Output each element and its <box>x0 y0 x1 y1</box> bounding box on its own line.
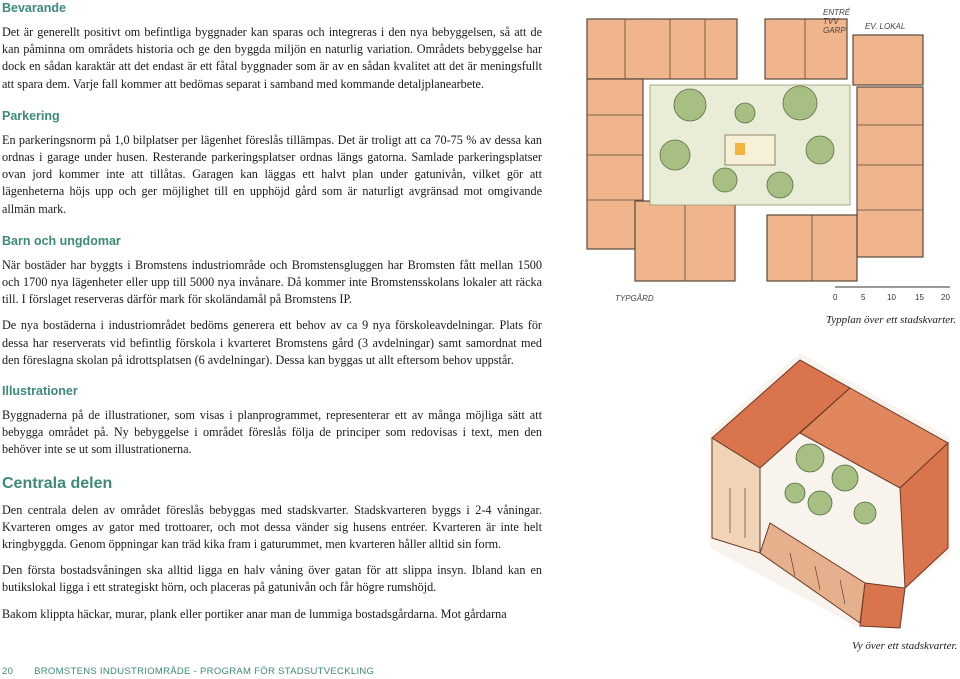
label-entre: ENTRÉ <box>823 8 851 17</box>
page-number: 20 <box>2 666 14 677</box>
paragraph-parkering: En parkeringsnorm på 1,0 bilplatser per lägenhet föreslås tillämpas. Det är troligt att ca 70-75 % av dessa kan ordnas i garage under husen. Resterande parkeringsplatser ordnas längs gatorna. Samlade parkeringsplatser ovan jord kommer inte att tillåtas. Garagen kan läggas ett halvt plan under gatunivån, vilket gör att lägenheterna höjs upp och ger möjlighet till en upphöjd gård som är naturligt avgränsad mot omgivande allmän mark. <box>2 132 542 216</box>
paragraph-barn-2: De nya bostäderna i industriområdet bedöms generera ett behov av ca 9 nya förskoleavdelningar. Plats för dessa har reserverats vid befintlig förskola i kvarteret Bromstens gård (3 avdelningar) samt samordnat med den föreslagna skolan på idrottsplatsen (6 avdelningar). Dessa kan byggas ut allt eftersom behov uppstår. <box>2 318 542 367</box>
block-plan-sketch <box>575 5 960 310</box>
block-aerial-sketch <box>700 338 960 633</box>
scale-tick-0: 0 <box>833 293 838 302</box>
paragraph-barn-1: När bostäder har byggts i Bromstens industriområde och Bromstensgluggen har Bromsten fått mellan 1500 och 1700 nya lägenheter eller upp till 5000 nya invånare. Då kommer inte Bromstensskolans lokaler att räcka till. I förslaget reserveras därför mark för skoländamål på Bromstens IP. <box>2 257 542 307</box>
label-garage: GARP <box>823 26 846 35</box>
label-typgard: TYPGÅRD <box>615 294 654 303</box>
caption-aerial: Vy över ett stadskvarter. <box>852 640 958 652</box>
heading-illustrationer: Illustrationer <box>2 384 78 399</box>
scale-tick-10: 10 <box>887 293 896 302</box>
paragraph-bevarande: Det är generellt positivt om befintliga byggnader kan sparas och integreras i den nya bebyggelsen, så att de kan påminna om områdets historia och ge den byggda miljön en naturlig variation. Områdets bebyggelse har dock en sådan karaktär att det endast är ett fåtal byggnader som är av en sådan kvalitet att det är meningsfullt att spara dem. Varje fall kommer att bedömas separat i samband med kommande detaljplanearbete. <box>2 25 542 91</box>
heading-parkering: Parkering <box>2 108 60 123</box>
label-tvv: TVV <box>823 17 839 26</box>
page-footer <box>2 666 392 677</box>
caption-plan: Typplan över ett stadskvarter. <box>826 314 956 326</box>
paragraph-centrala-2: Den första bostadsvåningen ska alltid ligga en halv våning över gatan för att slippa insyn. Ibland kan en butikslokal ligga i ett strategiskt hörn, och placeras på gatunivån och får högre rumshöjd. <box>2 563 542 595</box>
paragraph-centrala-1: Den centrala delen av området föreslås bebyggas med stadskvarter. Stadskvarteren byggs i 2-4 våningar. Kvarteren omges av gator med trottoarer, och mot dessa vänder sig husens entréer. Kvarteren är inte helt kringbyggda. Genom öppningar kan träd kika fram i gaturummet, men kvarteren håller alltid sin form. <box>2 502 542 552</box>
paragraph-illustrationer: Byggnaderna på de illustrationer, som visas i planprogrammet, representerar ett av många möjliga sätt att bebygga området på. Ny bebyggelse i området föreslås följa de principer som redovisas i text, men den behöver inte se ut som illustrationerna. <box>2 408 542 457</box>
heading-centrala: Centrala delen <box>2 474 113 492</box>
paragraph-centrala-3: Bakom klippta häckar, murar, plank eller portiker anar man de lummiga bostadsgårdarna. Mot gårdarna <box>2 606 507 621</box>
document-title: BROMSTENS INDUSTRIOMRÅDE - PROGRAM FÖR STADSUTVECKLING <box>34 666 375 677</box>
scale-tick-20: 20 <box>941 293 950 302</box>
label-ev-lokal: EV. LOKAL <box>865 22 906 31</box>
heading-bevarande: Bevarande <box>2 1 66 15</box>
heading-barn: Barn och ungdomar <box>2 233 121 248</box>
scale-tick-15: 15 <box>915 293 924 302</box>
scale-tick-5: 5 <box>861 293 866 302</box>
